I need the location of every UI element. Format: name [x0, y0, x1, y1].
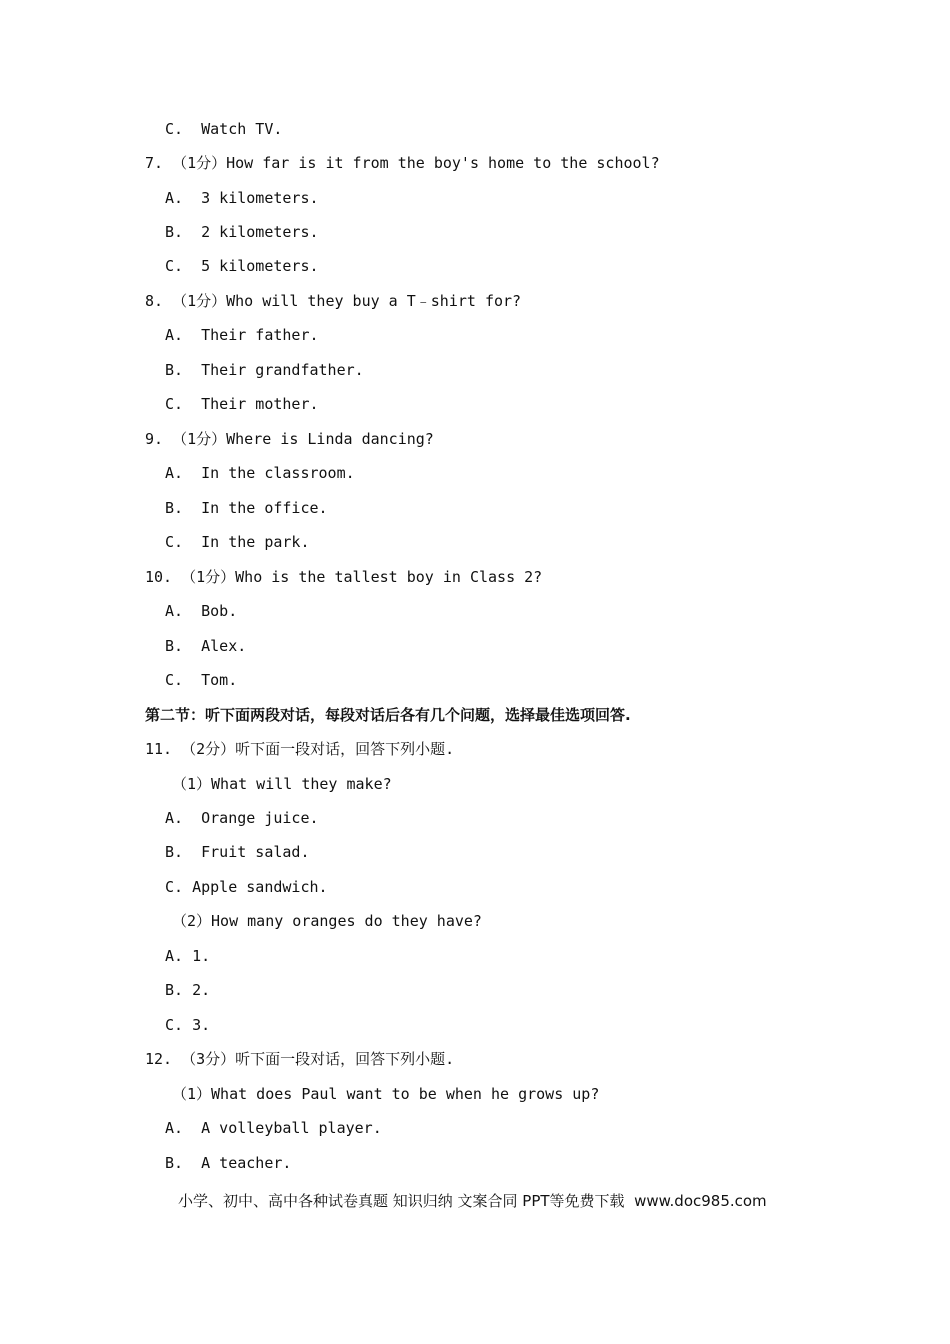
option-line: B. 2.: [165, 981, 211, 999]
option-line: C. 3.: [165, 1016, 211, 1034]
option-line: B. In the office.: [165, 499, 328, 517]
subquestion-line: （1）What does Paul want to be when he grows up?: [172, 1085, 600, 1103]
question-line: 12. （3分）听下面一段对话，回答下列小题.: [145, 1050, 455, 1068]
option-line: A. 3 kilometers.: [165, 189, 319, 207]
option-line: B. Alex.: [165, 637, 247, 655]
option-line: C. Watch TV.: [165, 120, 283, 138]
option-line: C. Apple sandwich.: [165, 878, 328, 896]
option-line: C. 5 kilometers.: [165, 257, 319, 275]
subquestion-line: （2）How many oranges do they have?: [172, 912, 482, 930]
question-line: 7. （1分）How far is it from the boy's home to the school?: [145, 154, 660, 172]
option-line: A. Orange juice.: [165, 809, 319, 827]
option-line: B. A teacher.: [165, 1154, 292, 1172]
page-footer: 小学、初中、高中各种试卷真题 知识归纳 文案合同 PPT等免费下载 www.doc985.com: [178, 1192, 767, 1210]
option-line: C. Their mother.: [165, 395, 319, 413]
question-line: 10. （1分）Who is the tallest boy in Class 2?: [145, 568, 543, 586]
subquestion-line: （1）What will they make?: [172, 775, 392, 793]
option-line: A. In the classroom.: [165, 464, 355, 482]
option-line: C. In the park.: [165, 533, 310, 551]
option-line: A. Their father.: [165, 326, 319, 344]
option-line: C. Tom.: [165, 671, 238, 689]
section-heading: 第二节：听下面两段对话，每段对话后各有几个问题，选择最佳选项回答.: [145, 706, 631, 724]
option-line: A. A volleyball player.: [165, 1119, 382, 1137]
question-line: 8. （1分）Who will they buy a T﹣shirt for?: [145, 292, 522, 310]
question-line: 11. （2分）听下面一段对话，回答下列小题.: [145, 740, 455, 758]
option-line: B. Their grandfather.: [165, 361, 364, 379]
option-line: A. 1.: [165, 947, 211, 965]
option-line: A. Bob.: [165, 602, 238, 620]
option-line: B. Fruit salad.: [165, 843, 310, 861]
option-line: B. 2 kilometers.: [165, 223, 319, 241]
question-line: 9. （1分）Where is Linda dancing?: [145, 430, 434, 448]
